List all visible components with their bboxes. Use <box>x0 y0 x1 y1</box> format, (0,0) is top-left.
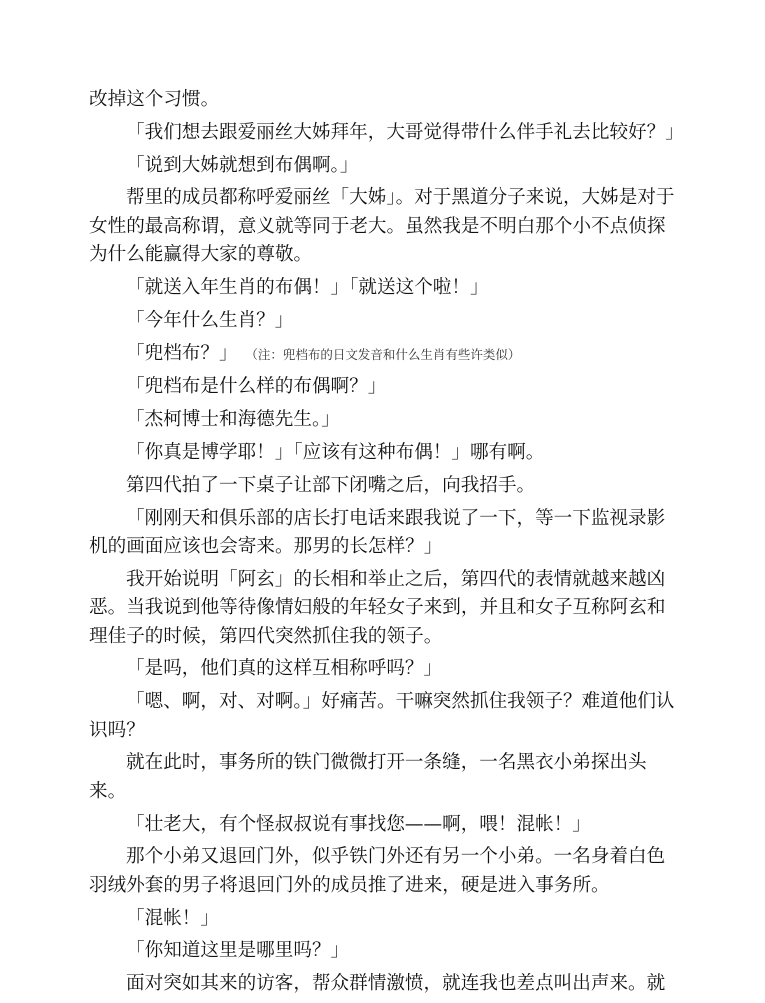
paragraph: 「壮老大，有个怪叔叔说有事找您——啊，喂！混帐！」 <box>126 813 591 835</box>
body-text <box>89 86 684 1003</box>
paragraph: 面对突如其来的访客，帮众群情激愤，就连我也差点叫出声来。就 <box>126 973 666 995</box>
paragraph: 「杰柯博士和海德先生。」 <box>126 409 340 431</box>
paragraph: 帮里的成员都称呼爱丽丝「大姊」。对于黑道分子来说，大姊是对于女性的最高称谓，意义就等同于老大。虽然我是不明白那个小不点侦探为什么能赢得大家的尊敬。 <box>89 187 675 266</box>
paragraph: 改掉这个习惯。 <box>89 89 220 110</box>
paragraph: 「就送入年生肖的布偶！」「就送这个啦！」 <box>126 277 489 298</box>
paragraph: 「刚刚天和俱乐部的店长打电话来跟我说了一下，等一下监视录影机的画面应该也会寄来。那男的长怎样？」 <box>89 507 666 557</box>
paragraph: 我开始说明「阿玄」的长相和举止之后，第四代的表情就越来越凶恶。当我说到他等待像情妇般的年轻女子来到，并且和女子互称阿玄和理佳子的时候，第四代突然抓住我的领子。 <box>89 568 666 647</box>
paragraph-with-note <box>89 340 675 369</box>
paragraph: 「是吗，他们真的这样互相称呼吗？」 <box>126 658 443 680</box>
paragraph: 「我们想去跟爱丽丝大姊拜年，大哥觉得带什么伴手礼去比较好？」 <box>126 121 684 143</box>
paragraph: 「混帐！」 <box>126 907 219 929</box>
paragraph: 「兜档布是什么样的布偶啊？」 <box>126 376 387 398</box>
paragraph: 那个小弟又退回门外，似乎铁门外还有另一个小弟。一名身着白色羽绒外套的男子将退回门外的成员推了进来，硬是进入事务所。 <box>89 846 666 896</box>
paragraph: 「你知道这里是哪里吗？」 <box>126 940 350 962</box>
translator-note: （注：兜档布的日文发音和什么生肖有些许类似） <box>251 346 521 362</box>
paragraph: 就在此时，事务所的铁门微微打开一条缝，一名黑衣小弟探出头来。 <box>89 752 647 802</box>
paragraph: 「今年什么生肖？」 <box>126 309 294 331</box>
paragraph: 「嗯、啊，对、对啊。」好痛苦。干嘛突然抓住我领子？难道他们认识吗？ <box>89 691 675 741</box>
paragraph: 「说到大姊就想到布偶啊。」 <box>126 154 359 176</box>
paragraph: 「你真是博学耶！」「应该有这种布偶！」哪有啊。 <box>126 441 545 463</box>
paragraph: 第四代拍了一下桌子让部下闭嘴之后，向我招手。 <box>126 474 536 496</box>
paragraph: 「兜档布？」 <box>126 342 238 364</box>
